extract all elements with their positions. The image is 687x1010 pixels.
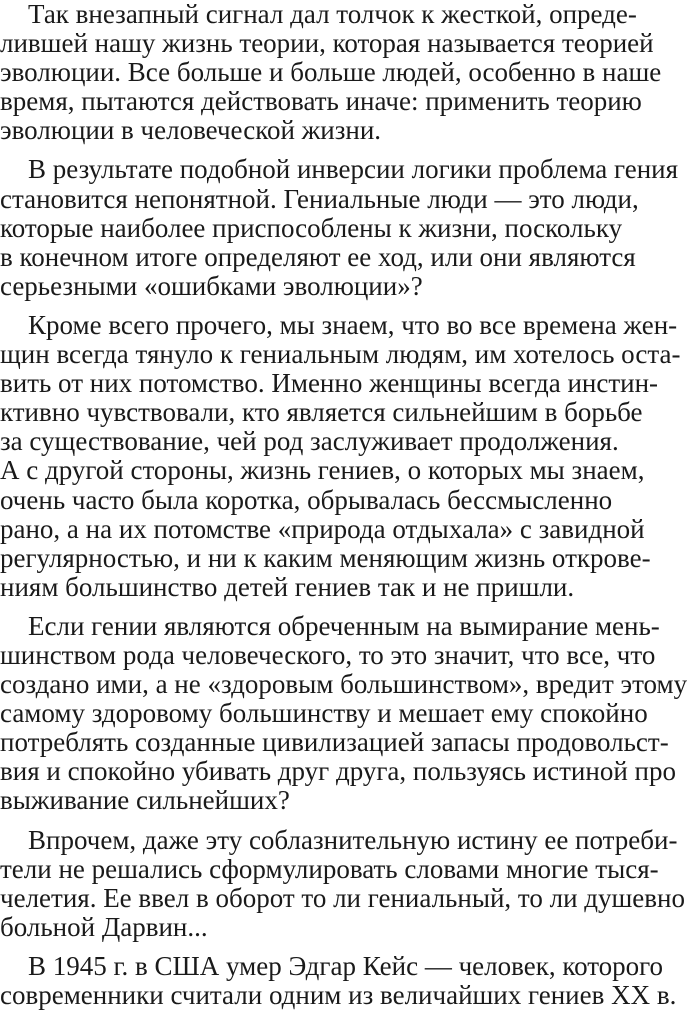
text-line: В 1945 г. в США умер Эдгар Кейс — человек, которого xyxy=(28,950,664,981)
text-line: шинством рода человеческого, то это значит, что все, что xyxy=(0,639,656,670)
paragraph-4 xyxy=(0,610,687,816)
text-line: вия и спокойно убивать друг друга, пользуясь истиной про xyxy=(0,756,676,787)
text-line: челетия. Ее ввел в оборот то ли гениальный, то ли душевно xyxy=(0,882,685,913)
text-line: потреблять созданные цивилизацией запасы продовольст- xyxy=(0,727,669,758)
text-line: вить от них потомство. Именно женщины всегда инстин- xyxy=(0,368,659,399)
text-line: регулярностью, и ни к каким меняющим жизнь открове- xyxy=(0,542,651,573)
text-line: ктивно чувствовали, кто является сильнейшим в борьбе xyxy=(0,397,643,428)
text-line: самому здоровому большинству и мешает ему спокойно xyxy=(0,698,648,729)
text-line: ниям большинство детей гениев так и не пришли. xyxy=(0,571,575,602)
text-line: время, пытаются действовать иначе: применить теорию xyxy=(0,86,642,117)
text-line: тели не решались сформулировать словами многие тыся- xyxy=(0,853,659,884)
text-line: щин всегда тянуло к гениальным людям, им хотелось оста- xyxy=(0,339,681,370)
text-line: больной Дарвин... xyxy=(0,911,208,942)
text-line: выживание сильнейших? xyxy=(0,785,290,816)
text-line: в конечном итоге определяют ее ход, или они являются xyxy=(0,241,636,272)
text-line: за существование, чей род заслуживает продолжения. xyxy=(0,426,619,457)
text-line: очень часто была коротка, обрывалась бессмысленно xyxy=(0,484,613,515)
text-line: рано, а на их потомстве «природа отдыхала» с завидной xyxy=(0,513,645,544)
text-line: эволюции. Все больше и больше людей, особенно в наше xyxy=(0,57,662,88)
text-line: современники считали одним из величайших гениев XX в. xyxy=(0,980,677,1010)
text-line: В результате подобной инверсии логики проблема гения xyxy=(28,154,679,185)
text-line: лившей нашу жизнь теории, которая называется теорией xyxy=(0,28,654,59)
text-line: создано ими, а не «здоровым большинством», вредит этому xyxy=(0,669,687,700)
paragraph-2 xyxy=(0,154,679,301)
paragraph-6 xyxy=(0,950,677,1010)
text-line: эволюции в человеческой жизни. xyxy=(0,115,382,146)
paragraph-1 xyxy=(0,0,662,146)
text-line: Если гении являются обреченным на вымирание мень- xyxy=(28,610,660,641)
paragraph-5 xyxy=(0,824,685,942)
text-line: становится непонятной. Гениальные люди — это люди, xyxy=(0,183,639,214)
text-line: Впрочем, даже эту соблазнительную истину ее потреби- xyxy=(28,824,678,855)
text-line: Кроме всего прочего, мы знаем, что во все времена жен- xyxy=(28,309,678,340)
paragraph-3 xyxy=(0,309,681,602)
text-line: А с другой стороны, жизнь гениев, о которых мы знаем, xyxy=(0,455,645,486)
text-line: серьезными «ошибками эволюции»? xyxy=(0,270,423,301)
text-line: которые наиболее приспособлены к жизни, поскольку xyxy=(0,212,623,243)
text-line: Так внезапный сигнал дал толчок к жесткой, опреде- xyxy=(28,0,637,29)
